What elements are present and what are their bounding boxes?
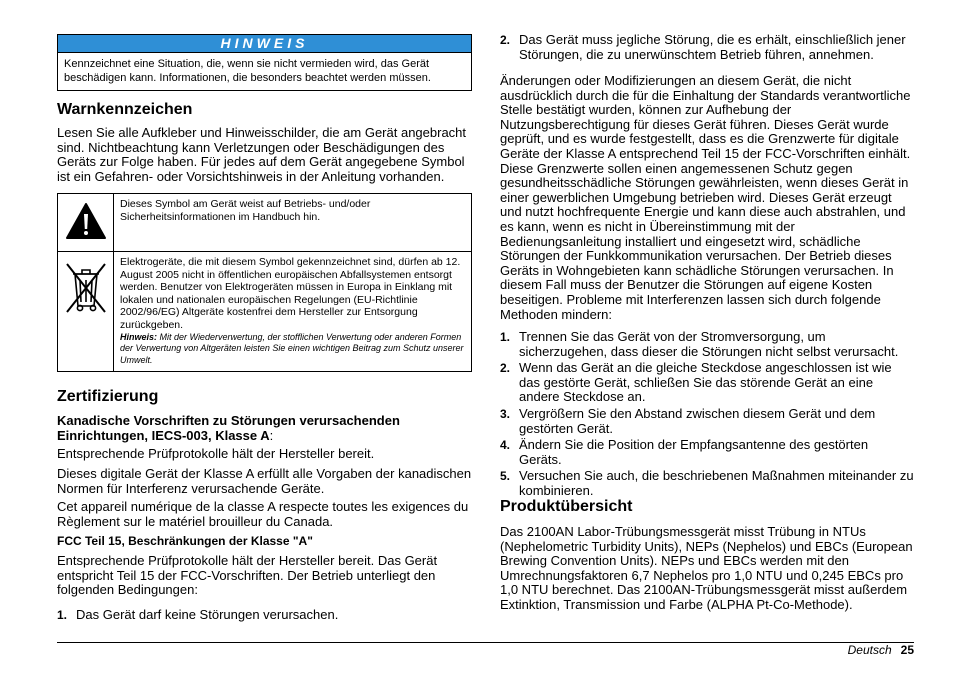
symbol-text bbox=[114, 252, 471, 371]
list-item: 2. Wenn das Gerät an die gleiche Steckdose angeschlossen ist wie das gestörte Gerät, schließen Sie das störende Gerät an eine andere Steckdose an. bbox=[500, 360, 892, 405]
interference-measures-list bbox=[500, 330, 914, 501]
footer-language: Deutsch bbox=[847, 643, 892, 657]
cert-heading: Zertifizierung bbox=[57, 388, 159, 405]
list-item: 1. Das Gerät darf keine Störungen verursachen. bbox=[57, 607, 339, 622]
list-item: 4. Ändern Sie die Position der Empfangsantenne des gestörten Geräts. bbox=[500, 437, 869, 467]
symbol-cell bbox=[58, 252, 114, 371]
weee-hint bbox=[120, 332, 466, 367]
product-text: Das 2100AN Labor-Trübungsmessgerät misst Trübung in NTUs (Nephelometric Turbidity Units), NEPs (Nephelos) und EBCs (European Brewing Convention Units). NEPs und EBCs werden mit den Umrechnungsfaktoren 6,7 Nephelos pro 1,0 NTU und 0,245 EBCs pro 1,0 NTU berechnet. Das 2100AN-Trübungsmessgerät misst außerdem Extinktion, Transmission und Farbe (ALPHA Pt-Co-Methode). bbox=[500, 524, 913, 612]
warnings-intro: Lesen Sie alle Aufkleber und Hinweisschilder, die am Gerät angebracht sind. Nichtbeachtung kann Verletzungen oder Beschädigungen des Geräts zur Folge haben. Für jedes auf dem Gerät angegebene Symbol ist ein Gefahren- oder Vorsichtshinweis in der Anleitung vorhanden. bbox=[57, 125, 467, 184]
canada-title: Kanadische Vorschriften zu Störungen verursachenden Einrichtungen, IECS-003, Klasse A: bbox=[57, 413, 400, 443]
notice-text: Kennzeichnet eine Situation, die, wenn sie nicht vermieden wird, das Gerät beschädigen kann. Informationen, die besonders beachtet werden müssen. bbox=[64, 58, 431, 84]
hint-label: Hinweis: bbox=[120, 331, 158, 342]
cert-p5: Änderungen oder Modifizierungen an diesem Gerät, die nicht ausdrücklich durch die für die Einhaltung der Standards verantwortliche Stelle bestätigt wurden, können zur Aufhebung der Nutzungsberechtigung für dieses Gerät führen. Dieses Gerät wurde geprüft, und es wurde festgestellt, dass es die Grenzwerte für digitale Geräte der Klasse A entsprechend Teil 15 der FCC-Vorschriften einhält. Diese Grenzwerte sollen einen angemessenen Schutz gegen gesundheitsschädliche Störungen gewährleisten, wenn dieses Gerät in einer gewerblichen Umgebung betrieben wird. Dieses Gerät erzeugt und nutzt hochfrequente Energie und kann diese auch abstrahlen, und es kann, wenn es nicht in Übereinstimmung mit der Bedienungsanleitung installiert und eingesetzt wird, schädliche Störungen der Funkkommunikation verursachen. Der Betrieb dieses Geräts in Wohngebieten kann schädliche Störungen verursachen. In diesem Fall muss der Benutzer die Störungen auf eigene Kosten beseitigen. Probleme mit Interferenzen lassen sich durch folgende Methoden mindern: bbox=[500, 73, 911, 322]
list-item: 5. Versuchen Sie auch, die beschriebenen Maßnahmen miteinander zu kombinieren. bbox=[500, 468, 914, 498]
page-number: 25 bbox=[900, 643, 914, 657]
footer-divider bbox=[57, 642, 914, 643]
fcc-conditions-list bbox=[57, 608, 472, 625]
notice-title: HINWEIS bbox=[58, 35, 471, 53]
list-item: 2. Das Gerät muss jegliche Störung, die es erhält, einschließlich jener Störungen, die zu unerwünschtem Betrieb führen, annehmen. bbox=[500, 32, 906, 62]
cert-p3: Cet appareil numérique de la classe A respecte toutes les exigences du Règlement sur le matériel brouilleur du Canada. bbox=[57, 499, 469, 529]
fcc-conditions-list-cont bbox=[500, 33, 914, 64]
list-item: 3. Vergrößern Sie den Abstand zwischen diesem Gerät und dem gestörten Gerät. bbox=[500, 405, 876, 436]
symbol-row-weee bbox=[58, 252, 471, 371]
crossed-bin-icon bbox=[63, 260, 109, 316]
hint-text: Mit der Wiederverwertung, der stofflichen Verwertung oder anderen Formen der Verwertung von Altgeräten leisten Sie einen wichtigen Beitrag zum Schutz unserer Umwelt. bbox=[120, 331, 464, 365]
cert-p4: Entsprechende Prüfprotokolle hält der Hersteller bereit. Das Gerät entspricht Teil 15 der FCC-Vorschriften. Der Betrieb unterliegt den folgenden Bedingungen: bbox=[57, 553, 438, 598]
warnings-heading: Warnkennzeichen bbox=[57, 101, 193, 118]
cert-p2: Dieses digitale Gerät der Klasse A erfüllt alle Vorgaben der kanadischen Normen für Interferenz verursachende Geräte. bbox=[57, 466, 472, 496]
cert-p1: Entsprechende Prüfprotokolle hält der Hersteller bereit. bbox=[57, 446, 375, 461]
fcc-title: FCC Teil 15, Beschränkungen der Klasse "A" bbox=[57, 534, 313, 548]
weee-text: Elektrogeräte, die mit diesem Symbol gekennzeichnet sind, dürfen ab 12. August 2005 nicht in öffentlichen europäischen Abfallsystemen entsorgt werden. Benutzer von Elektrogeräten müssen in Europa in Einklang mit lokalen und nationalen europäischen Regelungen (EU-Richtlinie 2002/96/EG) Altgeräte kostenfrei dem Hersteller zur Entsorgung zurückgeben. bbox=[120, 256, 461, 331]
notice-box bbox=[57, 34, 472, 91]
symbol-text: Dieses Symbol am Gerät weist auf Betriebs- und/oder Sicherheitsinformationen im Handbuch hin. bbox=[120, 198, 371, 223]
list-item: 1. Trennen Sie das Gerät von der Stromversorgung, um sicherzugehen, dass dieser die Störungen nicht selbst verursacht. bbox=[500, 329, 899, 359]
warning-triangle-icon bbox=[65, 202, 107, 240]
symbol-row-warning bbox=[58, 194, 471, 252]
symbol-cell bbox=[58, 194, 114, 251]
page-footer bbox=[848, 643, 914, 657]
product-heading: Produktübersicht bbox=[500, 498, 633, 515]
symbol-table bbox=[57, 193, 472, 372]
